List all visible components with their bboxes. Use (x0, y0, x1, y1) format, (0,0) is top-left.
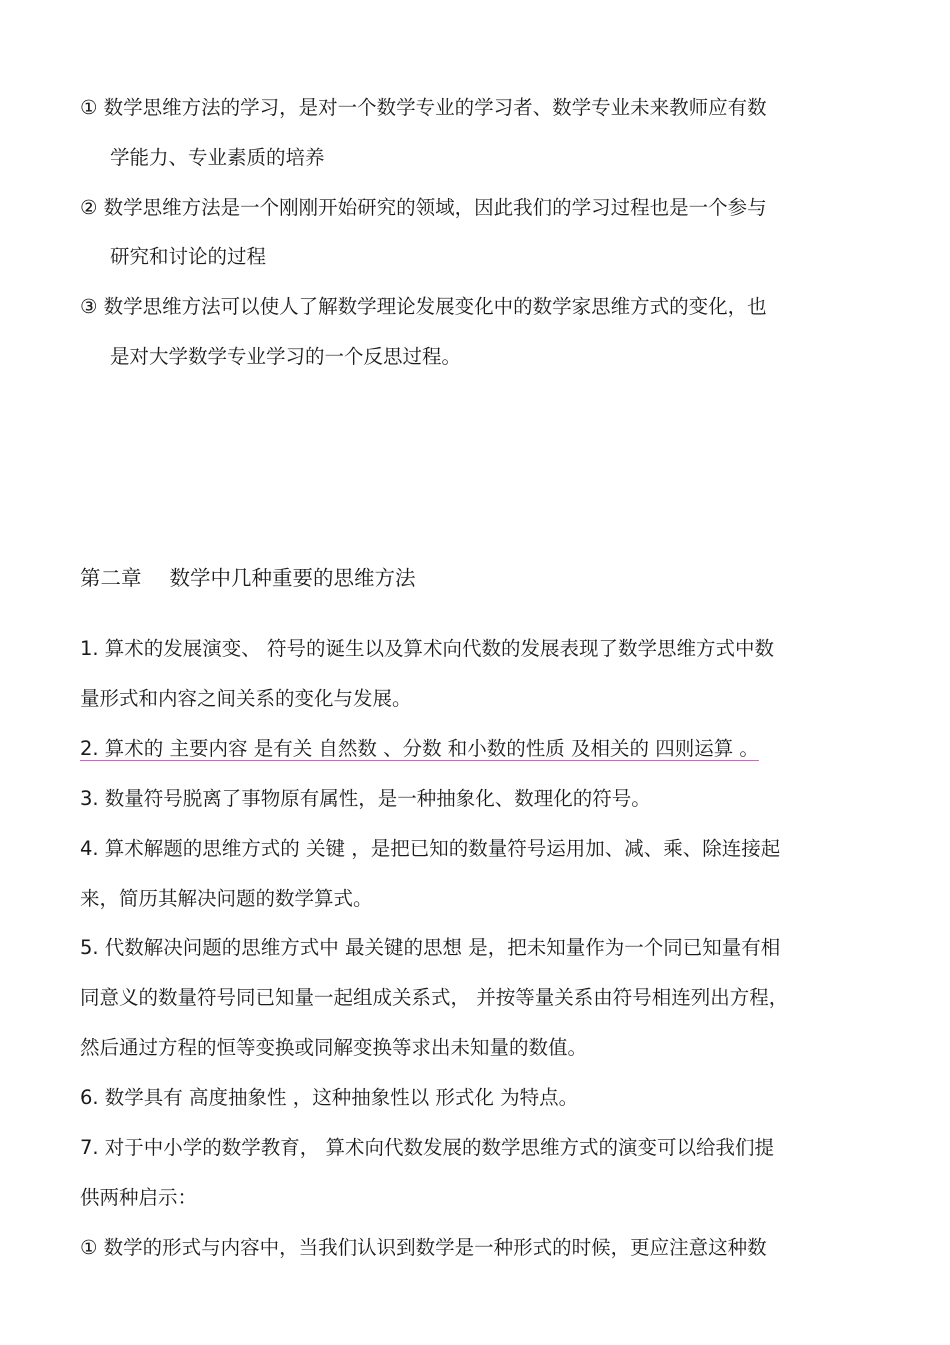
point-4-line-2: 来，简历其解决问题的数学算式。 (80, 887, 373, 910)
point-3-line-1: 3. 数量符号脱离了事物原有属性，是一种抽象化、数理化的符号。 (80, 787, 651, 810)
point-2-line-1 (80, 735, 880, 763)
list-item-2-line-2: 研究和讨论的过程 (110, 245, 267, 268)
point-5-line-3: 然后通过方程的恒等变换或同解变换等求出未知量的数值。 (80, 1036, 588, 1059)
chapter-number: 第二章 (80, 566, 142, 590)
list-item-2-line-1: ② 数学思维方法是一个刚刚开始研究的领域，因此我们的学习过程也是一个参与 (80, 196, 767, 219)
list-item-1-line-2: 学能力、专业素质的培养 (110, 146, 325, 169)
point-7-line-2: 供两种启示： (80, 1186, 198, 1209)
point-6-line-1: 6. 数学具有 高度抽象性 ，这种抽象性以 形式化 为特点。 (80, 1086, 579, 1109)
list-item-3-line-1: ③ 数学思维方法可以使人了解数学理论发展变化中的数学家思维方式的变化，也 (80, 295, 767, 318)
point-2-text: 2. 算术的 主要内容 是有关 自然数 、分数 和小数的性质 及相关的 四则运算 。 (80, 737, 759, 760)
list-item-1-line-1: ① 数学思维方法的学习，是对一个数学专业的学习者、数学专业未来教师应有数 (80, 96, 767, 119)
chapter-heading (80, 564, 880, 592)
point-4-line-1: 4. 算术解题的思维方式的 关键 ，是把已知的数量符号运用加、减、乘、除连接起 (80, 837, 781, 860)
point-5-line-1: 5. 代数解决问题的思维方式中 最关键的思想 是，把未知量作为一个同已知量有相 (80, 936, 781, 959)
point-8-line-1: ① 数学的形式与内容中，当我们认识到数学是一种形式的时候，更应注意这种数 (80, 1236, 767, 1259)
point-1-line-1: 1. 算术的发展演变、 符号的诞生以及算术向代数的发展表现了数学思维方式中数 (80, 637, 775, 660)
chapter-title: 数学中几种重要的思维方法 (169, 566, 416, 590)
point-5-line-2: 同意义的数量符号同已知量一起组成关系式， 并按等量关系由符号相连列出方程， (80, 986, 789, 1009)
point-7-line-1: 7. 对于中小学的数学教育， 算术向代数发展的数学思维方式的演变可以给我们提 (80, 1136, 775, 1159)
list-item-3-line-2: 是对大学数学专业学习的一个反思过程。 (110, 345, 462, 368)
point-1-line-2: 量形式和内容之间关系的变化与发展。 (80, 687, 412, 710)
